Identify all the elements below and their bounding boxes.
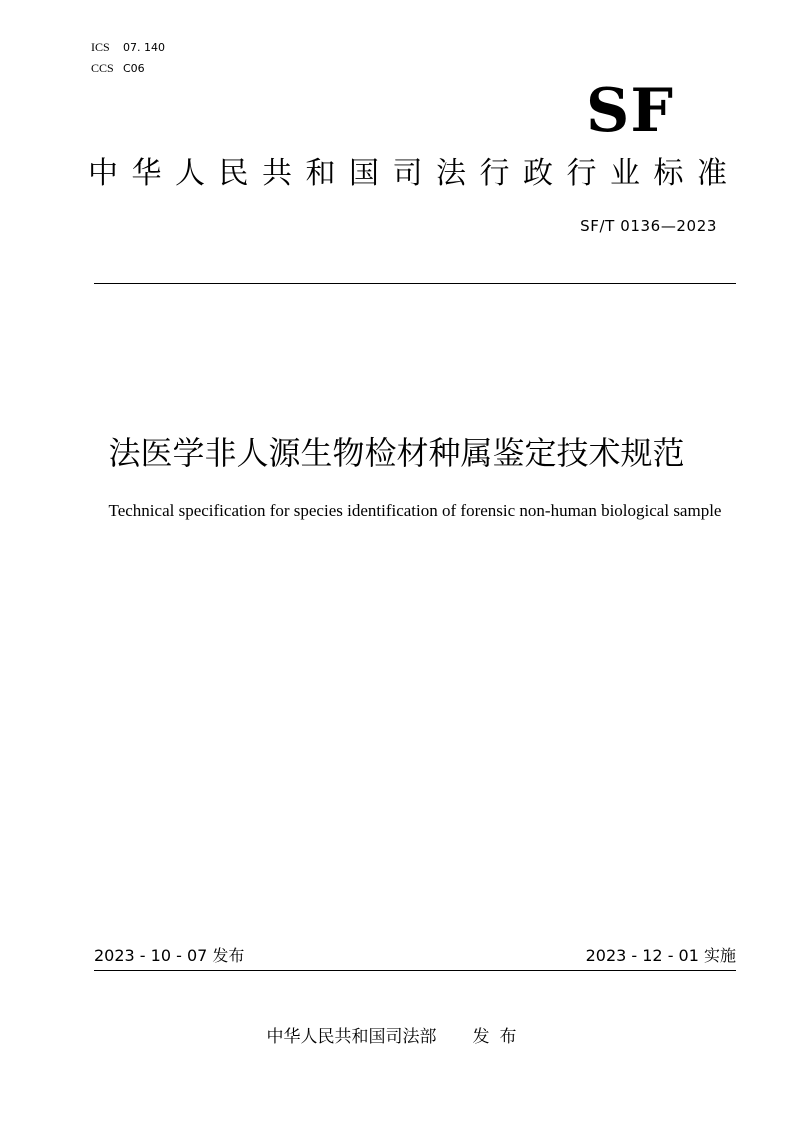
sf-logo: SF	[586, 76, 674, 146]
category-char: 标	[653, 156, 684, 191]
standard-category-title	[88, 152, 732, 196]
category-char: 国	[349, 156, 379, 191]
category-char: 华	[131, 156, 162, 191]
document-title-zh: 法医学非人源生物检材种属鉴定技术规范	[108, 434, 685, 472]
category-char: 行	[566, 156, 597, 191]
ics-label: ICS	[91, 40, 110, 54]
issuer-action: 发布	[472, 1027, 527, 1047]
ics-code	[91, 40, 165, 55]
document-title-en: Technical specification for species identification of forensic non-human biological sample	[108, 501, 722, 520]
category-char: 中	[88, 156, 118, 191]
category-char: 行	[479, 156, 510, 191]
ccs-value: C06	[123, 62, 145, 75]
header-divider	[94, 283, 736, 284]
category-char: 共	[262, 156, 292, 191]
issuer-line	[0, 1024, 793, 1050]
category-char: 人	[175, 156, 205, 191]
category-char: 法	[436, 156, 466, 191]
category-char: 司	[392, 156, 423, 191]
issuer-organization: 中华人民共和国司法部	[266, 1027, 437, 1047]
ccs-code	[91, 61, 145, 76]
implementation-date: 2023 - 12 - 01 实施	[585, 946, 736, 965]
category-char: 政	[523, 156, 553, 191]
standard-number: SF/T 0136—2023	[580, 217, 717, 235]
release-date: 2023 - 10 - 07 发布	[94, 946, 245, 965]
category-char: 准	[697, 156, 727, 191]
ics-value: 07. 140	[123, 41, 165, 54]
category-char: 民	[218, 156, 249, 191]
category-char: 业	[610, 156, 640, 191]
ccs-label: CCS	[91, 61, 114, 75]
category-char: 和	[305, 156, 336, 191]
footer-divider	[94, 970, 736, 971]
